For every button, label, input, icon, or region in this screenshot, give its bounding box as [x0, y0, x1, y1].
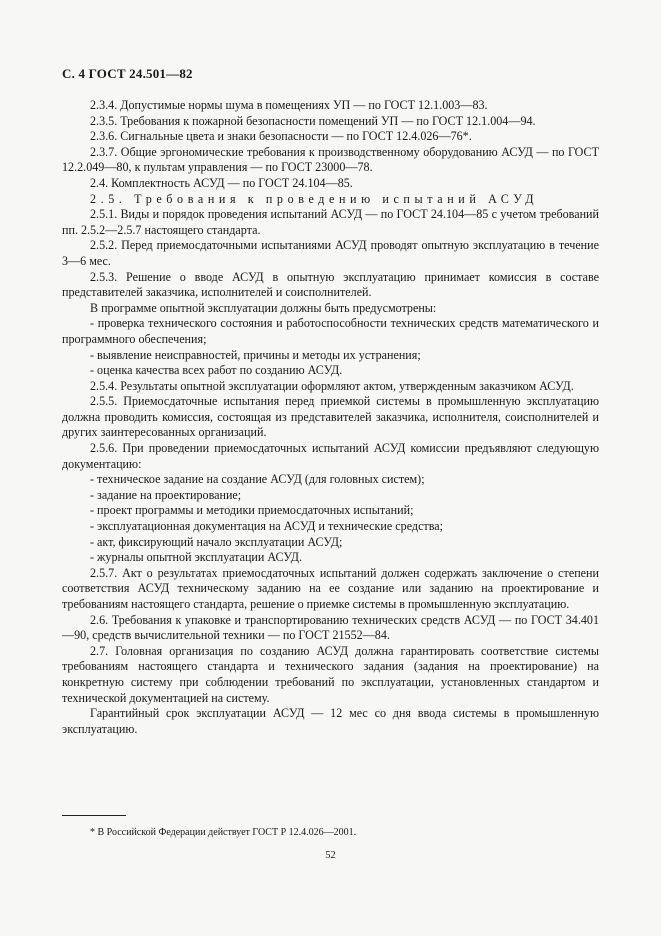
list-item: - акт, фиксирующий начало эксплуатации АСУД;	[90, 534, 343, 549]
clause-2-5-3: 2.5.3. Решение о вводе АСУД в опытную эксплуатацию принимает комиссия в составе представителей заказчика, исполнителей и соисполнителей.	[62, 269, 599, 300]
page-header: С. 4 ГОСТ 24.501—82	[62, 66, 193, 81]
clause-2-5-1: 2.5.1. Виды и порядок проведения испытаний АСУД — по ГОСТ 24.104—85 с учетом требований пп. 2.5.2—2.5.7 настоящего стандарта.	[62, 207, 599, 237]
list-item: - выявление неисправностей, причины и методы их устранения;	[90, 347, 421, 362]
clause-2-7: 2.7. Головная организация по созданию АСУД должна гарантировать соответствие системы требованиям настоящего стандарта и технического задания (задания на проектирование) на конкретную систему при соблюдении требований по эксплуатации, установленных стандартом и технической документацией на систему.	[62, 643, 599, 705]
section-heading-2-5: 2.5. Требования к проведению испытаний АСУД	[90, 191, 539, 206]
program-intro: В программе опытной эксплуатации должны быть предусмотрены:	[90, 300, 437, 315]
clause-2-3-7: 2.3.7. Общие эргономические требования к производственному оборудованию АСУД — по ГОСТ 12.2.049—80, к пультам управления — по ГОСТ 23000—78.	[62, 144, 599, 175]
warranty-paragraph: Гарантийный срок эксплуатации АСУД — 12 мес со дня ввода системы в промышленную эксплуатацию.	[62, 706, 599, 736]
clause-2-3-5: 2.3.5. Требования к пожарной безопасности помещений УП — по ГОСТ 12.1.004—94.	[90, 113, 536, 128]
clause-2-5-7: 2.5.7. Акт о результатах приемосдаточных испытаний должен содержать заключение о степени соответствия АСУД техническому заданию на ее создание или заданию на проектирование и требованиям настоящего стандарта, решение о приемке системы в промышленную эксплуатацию.	[62, 565, 599, 611]
clause-2-3-6: 2.3.6. Сигнальные цвета и знаки безопасности — по ГОСТ 12.4.026—76*.	[90, 129, 472, 144]
clause-2-4: 2.4. Комплектность АСУД — по ГОСТ 24.104—85.	[90, 175, 353, 190]
list-item: - журналы опытной эксплуатации АСУД.	[90, 550, 303, 565]
clause-2-5-5: 2.5.5. Приемосдаточные испытания перед приемкой системы в промышленную эксплуатацию должна проводить комиссия, состоящая из представителей заказчика, исполнителя, соисполнителей и других заинтересованных организаций.	[62, 394, 599, 440]
list-item: - проект программы и методики приемосдаточных испытаний;	[90, 503, 414, 518]
footnote: * В Российской Федерации действует ГОСТ Р 12.4.026—2001.	[90, 827, 357, 838]
body-text	[62, 98, 599, 737]
footnote-divider	[62, 815, 126, 816]
page-number: 52	[325, 850, 336, 861]
list-item: - проверка технического состояния и работоспособности технических средств математического и программного обеспечения;	[62, 316, 599, 346]
clause-2-5-4: 2.5.4. Результаты опытной эксплуатации оформляют актом, утвержденным заказчиком АСУД.	[90, 378, 574, 393]
list-item: - техническое задание на создание АСУД (для головных систем);	[90, 472, 425, 487]
clause-2-5-2: 2.5.2. Перед приемосдаточными испытаниями АСУД проводят опытную эксплуатацию в течение 3—6 мес.	[62, 238, 599, 268]
list-item: - оценка качества всех работ по созданию АСУД.	[90, 363, 343, 378]
list-item: - задание на проектирование;	[90, 487, 242, 502]
clause-2-5-6: 2.5.6. При проведении приемосдаточных испытаний АСУД комиссии предъявляют следующую документацию:	[62, 441, 599, 471]
clause-2-3-4: 2.3.4. Допустимые нормы шума в помещениях УП — по ГОСТ 12.1.003—83.	[90, 98, 488, 112]
list-item: - эксплуатационная документация на АСУД и технические средства;	[90, 519, 443, 534]
clause-2-6: 2.6. Требования к упаковке и транспортированию технических средств АСУД — по ГОСТ 34.401—90, средств вычислительной техники — по ГОСТ 21552—84.	[62, 612, 599, 643]
